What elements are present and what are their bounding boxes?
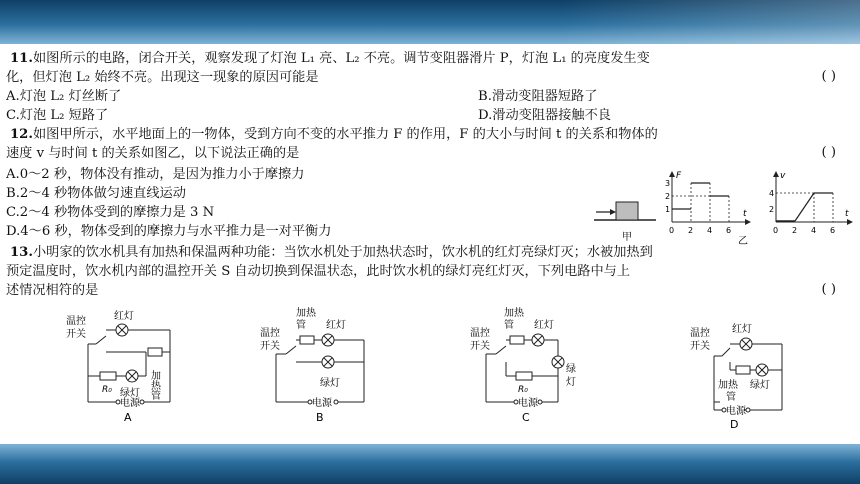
circuit-d-switch-label2: 开关 [690,341,710,352]
circuit-b-heater [300,336,314,344]
q13-answer-paren: ( ) [821,282,836,297]
circuit-d-heater-label2: 管 [726,392,736,403]
f-tick-3: 3 [665,179,671,188]
q12-number: 12. [10,127,33,142]
circuit-c [466,306,596,434]
q12-answer-paren: ( ) [821,145,836,160]
circuit-c-heater [510,336,524,344]
circuit-b-letter: B [316,411,324,424]
q12-line1 [10,126,658,143]
circuit-a-green-label: 绿灯 [120,388,140,399]
v-t-graph [738,171,853,247]
circuit-c-switch-label2: 开关 [470,341,490,352]
circuit-c-green-label-2: 灯 [566,377,576,388]
q12-text1: 如图甲所示，水平地面上的一物体，受到方向不变的水平推力 F 的作用，F 的大小与时间 t 的关系和物体的 [32,127,658,142]
circuit-b-source-label: 电源 [312,398,332,409]
t-tick-6b: 6 [830,226,836,235]
q11-answer-paren: ( ) [821,69,836,84]
t-tick-0a: 0 [669,226,675,235]
circuit-a-letter: A [124,411,132,424]
q11-option-c: C.灯泡 L₂ 短路了 [6,108,109,123]
circuit-b-switch-label1: 温控 [260,328,280,339]
t-tick-4b: 4 [811,226,817,235]
q12-option-d: D.4～6 秒，物体受到的摩擦力与水平推力是一对平衡力 [6,224,332,239]
circuit-b-green-label: 绿灯 [320,378,340,389]
block-shape [616,202,638,220]
circuit-d-switch-label1: 温控 [690,328,710,339]
v-axis-label: v [780,171,786,181]
top-banner [0,0,860,44]
q11-number: 11. [10,51,33,66]
f-tick-1: 1 [665,205,671,214]
q13-line2: 预定温度时，饮水机内部的温控开关 S 自动切换到保温状态，此时饮水机的绿灯亮红灯灭，下列电路中与上 [6,264,631,279]
q13-line1 [10,244,653,261]
v-tick-4: 4 [769,189,775,198]
circuit-a-source-label: 电源 [120,398,140,409]
q11-option-b: B.滑动变阻器短路了 [478,89,598,104]
label-jia: 甲 [622,232,632,243]
circuit-d-red-label: 红灯 [732,324,752,335]
circuit-a-heater-label: 加热管 [148,370,160,400]
circuit-c-switch [496,346,506,354]
circuit-d-source-label: 电源 [726,406,746,417]
t-axis-label-1: t [743,209,747,219]
t-tick-0b: 0 [773,226,779,235]
q11-line2: 化，但灯泡 L₂ 始终不亮。出现这一现象的原因可能是 [6,70,319,85]
t-tick-2a: 2 [688,226,694,235]
circuit-b-switch [286,346,296,354]
circuit-d-green-label: 绿灯 [750,380,770,391]
circuit-a-switch-label1: 温控 [66,316,86,327]
q13-text1: 小明家的饮水机具有加热和保温两种功能：当饮水机处于加热状态时，饮水机的红灯亮绿灯灭；水被加热到 [32,245,653,260]
circuit-a-red-label: 红灯 [114,311,134,322]
q12-figure [588,168,858,248]
circuit-a-r0-label: R₀ [102,385,112,395]
q11-option-d: D.滑动变阻器接触不良 [478,108,611,123]
f-tick-2: 2 [665,192,671,201]
q11-option-a: A.灯泡 L₂ 灯丝断了 [6,89,122,104]
q11-text1: 如图所示的电路，闭合开关，观察发现了灯泡 L₁ 亮、L₂ 不亮。调节变阻器滑片 P，灯泡 L₁ 的亮度发生变 [32,51,650,66]
q12-option-c: C.2～4 秒物体受到的摩擦力是 3 N [6,205,215,220]
q13-line3: 述情况相符的是 [6,283,99,298]
circuit-b-red-label: 红灯 [326,320,346,331]
circuit-d-switch [722,348,730,356]
circuit-c-switch-label1: 温控 [470,328,490,339]
circuit-a-switch-label2: 开关 [66,329,86,340]
circuit-c-r0 [516,372,532,380]
circuit-c-r0-label: R₀ [518,385,528,395]
v-tick-2: 2 [769,205,775,214]
circuit-b-heater-label2: 管 [296,320,306,331]
circuit-b [256,306,386,434]
circuit-a [60,306,190,434]
circuit-d [686,306,816,434]
circuit-d-heater-label1: 加热 [718,380,738,391]
q12-option-a: A.0～2 秒，物体没有推动，是因为推力小于摩擦力 [6,167,305,182]
t-tick-2b: 2 [792,226,798,235]
circuit-c-source-label: 电源 [518,398,538,409]
bottom-banner [0,444,860,484]
f-t-graph [665,171,751,235]
circuit-a-heater [148,348,162,356]
circuit-b-switch-label2: 开关 [260,341,280,352]
worksheet-page [0,44,860,444]
t-tick-4a: 4 [707,226,713,235]
q13-number: 13. [10,245,33,260]
q12-option-b: B.2～4 秒物体做匀速直线运动 [6,186,186,201]
circuit-c-heater-label2: 管 [504,320,514,331]
q11-line1 [10,50,650,67]
circuit-a-switch [96,336,106,344]
label-yi: 乙 [738,236,748,247]
f-axis-label: F [676,171,682,181]
circuit-c-letter: C [522,411,530,424]
t-tick-6a: 6 [726,226,732,235]
circuit-d-letter: D [730,418,739,431]
circuit-a-r0 [100,372,116,380]
banner-highlight [560,0,860,44]
t-axis-label-2: t [845,209,849,219]
figure-jia [594,202,656,243]
circuit-b-heater-label1: 加热 [296,308,316,319]
circuit-d-heater [736,366,750,374]
circuit-c-heater-label1: 加热 [504,308,524,319]
q12-line2: 速度 v 与时间 t 的关系如图乙，以下说法正确的是 [6,146,300,161]
circuit-c-green-label-1: 绿 [566,364,576,375]
circuit-c-red-label: 红灯 [534,320,554,331]
